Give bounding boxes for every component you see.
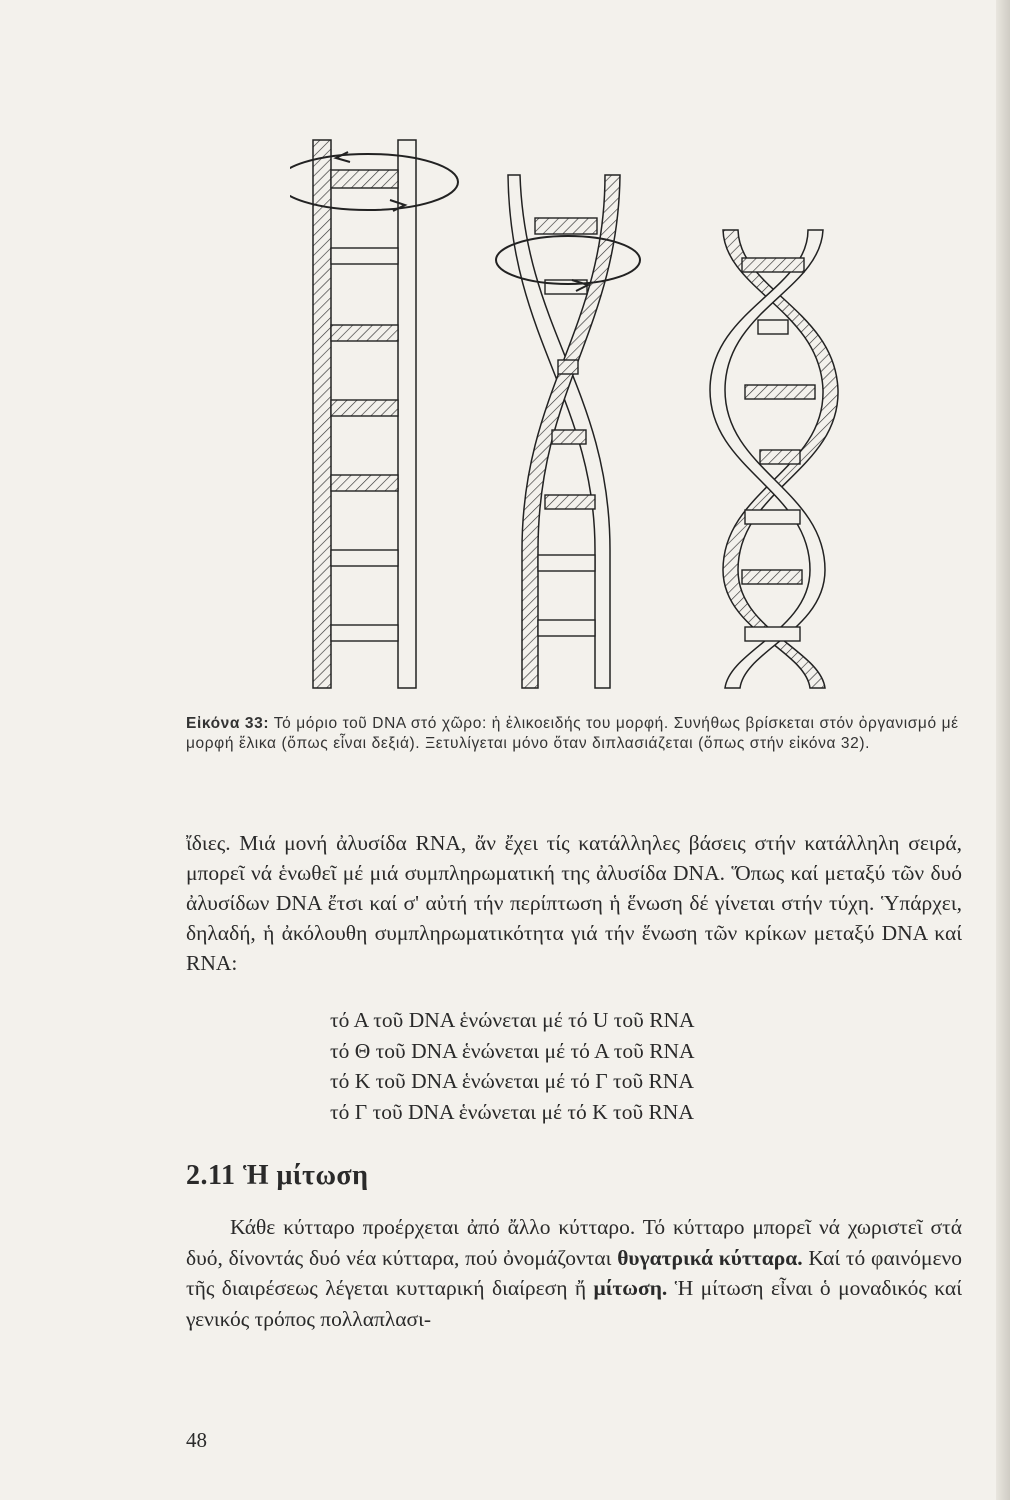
dna-figure (290, 130, 880, 700)
pairing-line: τό Κ τοῦ DNA ἑνώνεται μέ τό Γ τοῦ RNA (330, 1069, 694, 1093)
section-text-1: Κάθε κύτταρο προέρχεται ἀπό ἄλλο κύτταρο. Τό κύτταρο μπορεῖ νά χωριστεῖ στά δυό, δίνοντάς δυό νέα κύτταρα, πού ὀνομάζονται (186, 1215, 962, 1270)
dna-ladder-unwound (290, 140, 458, 688)
pairing-line: τό Α τοῦ DNA ἑνώνεται μέ τό U τοῦ RNA (330, 1008, 695, 1032)
caption-label: Εἰκόνα 33: (186, 715, 270, 732)
term-daughter-cells: θυγατρικά κύτταρα. (617, 1245, 803, 1270)
term-mitosis: μίτωση. (593, 1276, 668, 1300)
page-number: 48 (186, 1428, 207, 1452)
caption-text: Τό μόριο τοῦ DNA στό χῶρο: ἡ ἑλικοειδής του μορφή. Συνήθως βρίσκεται στόν ὀργανισμό μέ μορφή ἕλικα (ὅπως εἶναι δεξιά). Ξετυλίγεται μόνο ὅταν διπλασιάζεται (ὅπως στήν εἰκόνα 32). (186, 715, 959, 752)
section-paragraph (186, 1212, 962, 1334)
paragraph-text: ἴδιες. Μιά μονή ἀλυσίδα RNA, ἄν ἔχει τίς κατάλληλες βάσεις στήν κατάλληλη σειρά, μπορεῖ νά ἑνωθεῖ μέ μιά συμπληρωματική της ἀλυσίδα DNA. Ὅπως καί μεταξύ τῶν δυό ἀλυσίδων DNA ἔτσι καί σ' αὐτή τήν περίπτωση ἡ ἕνωση δέ γίνεται στήν τύχη. Ὑπάρχει, δηλαδή, ἡ ἀκόλουθη συμπληρωματικότητα γιά τήν ἕνωση τῶν κρίκων μεταξύ DNA καί RNA: (186, 831, 962, 975)
section-text-2: Καί τό φαινόμενο τῆς διαιρέσεως λέγεται κυτταρική διαίρεση ἤ (186, 1245, 962, 1300)
pairing-line: τό Θ τοῦ DNA ἑνώνεται μέ τό Α τοῦ RNA (330, 1038, 695, 1063)
section-text-3: Ἡ μίτωση εἶναι ὁ μοναδικός καί γενικός τρόπος πολλαπλασι- (186, 1276, 962, 1331)
dna-illustration (290, 130, 880, 700)
page-edge (996, 0, 1010, 1500)
section-heading: 2.11 Ἡ μίτωση (186, 1160, 369, 1191)
dna-double-helix (710, 230, 838, 688)
figure-caption (186, 714, 960, 754)
dna-partly-twisted (496, 175, 640, 688)
pairing-line: τό Γ τοῦ DNA ἑνώνεται μέ τό Κ τοῦ RNA (330, 1099, 694, 1124)
body-paragraph (186, 828, 962, 978)
base-pairing-list (330, 1005, 810, 1127)
